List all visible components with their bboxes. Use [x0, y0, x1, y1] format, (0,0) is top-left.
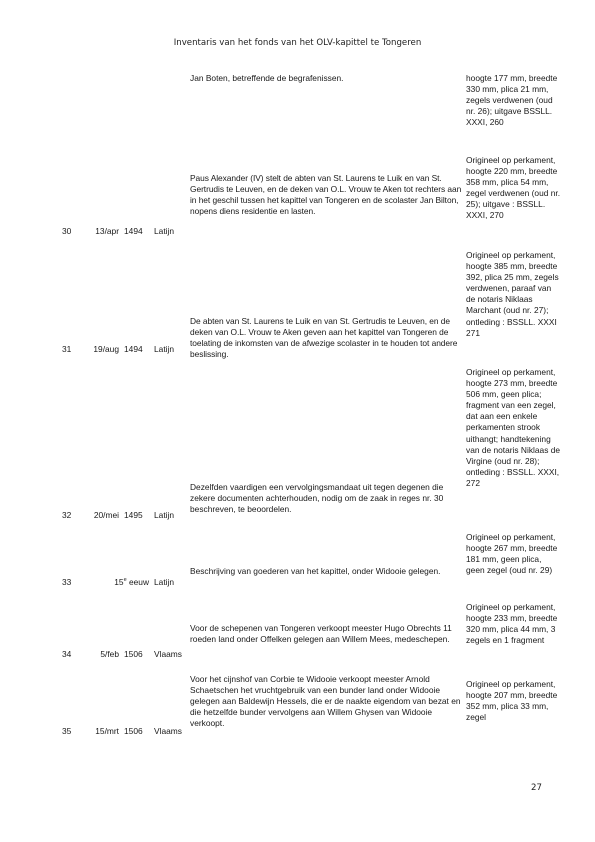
entry-year: 1506	[124, 649, 143, 659]
entry-physical-description: Origineel op perkament, hoogte 233 mm, breedte 320 mm, plica 44 mm, 3 zegels en 1 fragment	[466, 602, 558, 646]
century-superscript: e	[123, 577, 127, 584]
entry-number: 34	[62, 649, 72, 659]
entry-number: 31	[62, 344, 72, 354]
entry-physical-description: Origineel op perkament, hoogte 385 mm, breedte 392, plica 25 mm, zegels verdwenen, paraaf van de notaris Niklaas Marchant (oud nr. 27); ontleding : BSSLL. XXXI 271	[466, 250, 559, 338]
entry-language: Latijn	[154, 510, 175, 520]
entry-date	[114, 577, 149, 588]
entry-language: Latijn	[154, 577, 175, 587]
entry-number: 33	[62, 577, 72, 587]
page-header: Inventaris van het fonds van het OLV-kapittel te Tongeren	[173, 38, 422, 48]
entry-number: 30	[62, 226, 72, 236]
entry-description: Voor het cijnshof van Corbie te Widooie verkoopt meester Arnold Schaetschen het vruchtgebruik van een bunder land onder Widooie gelegen aan Baldewijn Hessels, die er de naakte eigendom van bezat en die hetzelfde bunder vervolgens aan Willem Ghysen van Widooie verkoopt.	[190, 674, 461, 729]
entry-description: Jan Boten, betreffende de begrafenissen.	[190, 73, 344, 83]
entry-description: Beschrijving van goederen van het kapittel, onder Widooie gelegen.	[190, 566, 441, 576]
entry-date: 19/aug	[93, 344, 119, 354]
entry-date: 20/mei	[93, 510, 119, 520]
entry-physical-description: Origineel op perkament, hoogte 273 mm, breedte 506 mm, geen plica; fragment van een zegel, dat aan een enkele perkamenten strook uithangt; handtekening van de notaris Niklaas de Virgine (oud nr. 28); ontleding : BSSLL. XXXI, 272	[466, 367, 561, 488]
entry-description: Paus Alexander (IV) stelt de abten van St. Laurens te Luik en van St. Gertrudis te Leuven, en de deken van O.L. Vrouw te Aken tot rechters aan in het geschil tussen het kapittel van Tongeren en de scolaster Jan Bilton, nopens diens residentie en lasten.	[190, 173, 462, 217]
entry-number: 32	[62, 510, 72, 520]
entry-year: 1494	[124, 344, 143, 354]
entry-language: Vlaams	[154, 649, 182, 659]
entry-date: 5/feb	[100, 649, 119, 659]
entry-description: Voor de schepenen van Tongeren verkoopt meester Hugo Obrechts 11 roeden land onder Offelken gelegen aan Willem Mees, medeschepen.	[190, 623, 452, 645]
entry-language: Vlaams	[154, 726, 182, 736]
entry-year: 1494	[124, 226, 143, 236]
century-number: 15	[114, 577, 124, 587]
entry-description: De abten van St. Laurens te Luik en van St. Gertrudis te Leuven, en de deken van O.L. Vrouw te Aken geven aan het kapittel van Tongeren de toelating de inkomsten van de afwezige scolaster in te houden tot andere beslissing.	[190, 316, 458, 360]
page-number: 27	[531, 783, 542, 793]
century-suffix: eeuw	[126, 577, 149, 587]
entry-year: 1506	[124, 726, 143, 736]
entry-number: 35	[62, 726, 72, 736]
entry-physical-description: hoogte 177 mm, breedte 330 mm, plica 21 mm, zegels verdwenen (oud nr. 26); uitgave BSSLL. XXXI, 260	[466, 73, 558, 128]
entry-date: 15/mrt	[95, 726, 119, 736]
entry-language: Latijn	[154, 226, 175, 236]
entry-language: Latijn	[154, 344, 175, 354]
entry-physical-description: Origineel op perkament, hoogte 267 mm, breedte 181 mm, geen plica, geen zegel (oud nr. 29)	[466, 532, 558, 576]
entry-date: 13/apr	[95, 226, 119, 236]
entry-year: 1495	[124, 510, 143, 520]
entry-physical-description: Origineel op perkament, hoogte 220 mm, breedte 358 mm, plica 54 mm, zegel verdwenen (oud nr. 25); uitgave : BSSLL. XXXI, 270	[466, 155, 561, 221]
entry-physical-description: Origineel op perkament, hoogte 207 mm, breedte 352 mm, plica 33 mm, zegel	[466, 679, 558, 723]
entry-description: Dezelfden vaardigen een vervolgingsmandaat uit tegen degenen die zekere documenten achterhouden, nodig om de zaak in reges nr. 30 beschreven, te beoordelen.	[190, 482, 444, 515]
